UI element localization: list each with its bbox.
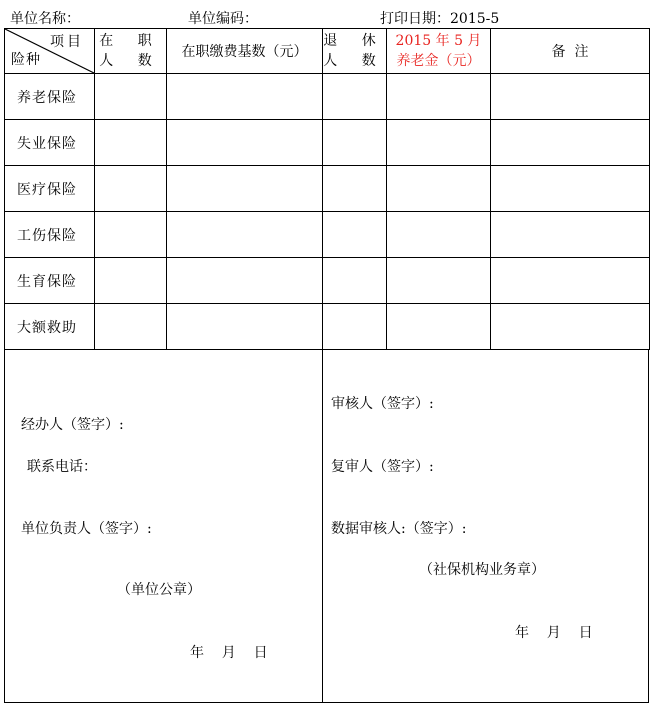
agency-signature-section xyxy=(322,349,649,703)
table-row xyxy=(5,74,650,120)
col-pension xyxy=(387,29,491,74)
cell-remark[interactable] xyxy=(491,258,650,304)
agency-seal-label: （社保机构业务章） xyxy=(419,562,545,578)
col-employed-line1: 在 职 xyxy=(99,33,162,49)
row-label: 养老保险 xyxy=(5,74,95,120)
row-label: 大额救助 xyxy=(5,304,95,350)
date-left: 年 月 日 xyxy=(190,645,268,661)
table-row xyxy=(5,258,650,304)
row-label: 工伤保险 xyxy=(5,212,95,258)
col-employed-count xyxy=(95,29,167,74)
table-row xyxy=(5,304,650,350)
date-right: 年 月 日 xyxy=(515,625,593,641)
unit-code-label: 单位编码： xyxy=(188,11,258,27)
cell-employed[interactable] xyxy=(95,120,167,166)
col-retired-count xyxy=(323,29,387,74)
corner-cell xyxy=(5,29,95,74)
cell-retired[interactable] xyxy=(323,304,387,350)
phone-label: 联系电话： xyxy=(27,459,97,475)
col-pension-line2: 养老金（元） xyxy=(396,53,481,69)
cell-base[interactable] xyxy=(167,304,323,350)
table-row xyxy=(5,212,650,258)
insurance-table xyxy=(4,28,650,350)
cell-employed[interactable] xyxy=(95,212,167,258)
cell-pension[interactable] xyxy=(387,304,491,350)
cell-pension[interactable] xyxy=(387,120,491,166)
cell-remark[interactable] xyxy=(491,74,650,120)
col-remark: 备 注 xyxy=(491,29,650,74)
table-row xyxy=(5,120,650,166)
cell-retired[interactable] xyxy=(323,166,387,212)
cell-pension[interactable] xyxy=(387,166,491,212)
cell-employed[interactable] xyxy=(95,74,167,120)
corner-kind-label: 险种 xyxy=(11,52,41,68)
unit-seal-label: （单位公章） xyxy=(117,582,201,598)
cell-retired[interactable] xyxy=(323,258,387,304)
cell-pension[interactable] xyxy=(387,74,491,120)
col-contribution-base: 在职缴费基数（元） xyxy=(167,29,323,74)
unit-name-label: 单位名称： xyxy=(10,11,80,27)
cell-employed[interactable] xyxy=(95,166,167,212)
cell-base[interactable] xyxy=(167,74,323,120)
cell-remark[interactable] xyxy=(491,120,650,166)
print-date-label: 打印日期：2015-5 xyxy=(380,11,500,27)
col-retired-line1: 退 休 xyxy=(323,33,386,49)
cell-employed[interactable] xyxy=(95,258,167,304)
cell-pension[interactable] xyxy=(387,212,491,258)
cell-pension[interactable] xyxy=(387,258,491,304)
re-reviewer-signature-label: 复审人（签字）: xyxy=(331,459,434,475)
cell-remark[interactable] xyxy=(491,166,650,212)
reviewer-signature-label: 审核人（签字）: xyxy=(331,396,434,412)
cell-base[interactable] xyxy=(167,258,323,304)
cell-retired[interactable] xyxy=(323,212,387,258)
cell-remark[interactable] xyxy=(491,212,650,258)
row-label: 生育保险 xyxy=(5,258,95,304)
row-label: 医疗保险 xyxy=(5,166,95,212)
table-header-row xyxy=(5,29,650,74)
cell-remark[interactable] xyxy=(491,304,650,350)
cell-base[interactable] xyxy=(167,120,323,166)
table-row xyxy=(5,166,650,212)
cell-base[interactable] xyxy=(167,212,323,258)
cell-retired[interactable] xyxy=(323,120,387,166)
cell-employed[interactable] xyxy=(95,304,167,350)
col-employed-line2: 人 数 xyxy=(99,53,162,69)
corner-item-label: 项目 xyxy=(50,34,84,50)
unit-signature-section xyxy=(4,349,323,703)
row-label: 失业保险 xyxy=(5,120,95,166)
col-retired-line2: 人 数 xyxy=(323,53,386,69)
cell-base[interactable] xyxy=(167,166,323,212)
data-reviewer-signature-label: 数据审核人:（签字）: xyxy=(331,521,467,537)
col-pension-line1: 2015 年 5 月 xyxy=(395,33,482,49)
unit-head-signature-label: 单位负责人（签字）: xyxy=(21,521,152,537)
handler-signature-label: 经办人（签字）: xyxy=(21,417,124,433)
cell-retired[interactable] xyxy=(323,74,387,120)
